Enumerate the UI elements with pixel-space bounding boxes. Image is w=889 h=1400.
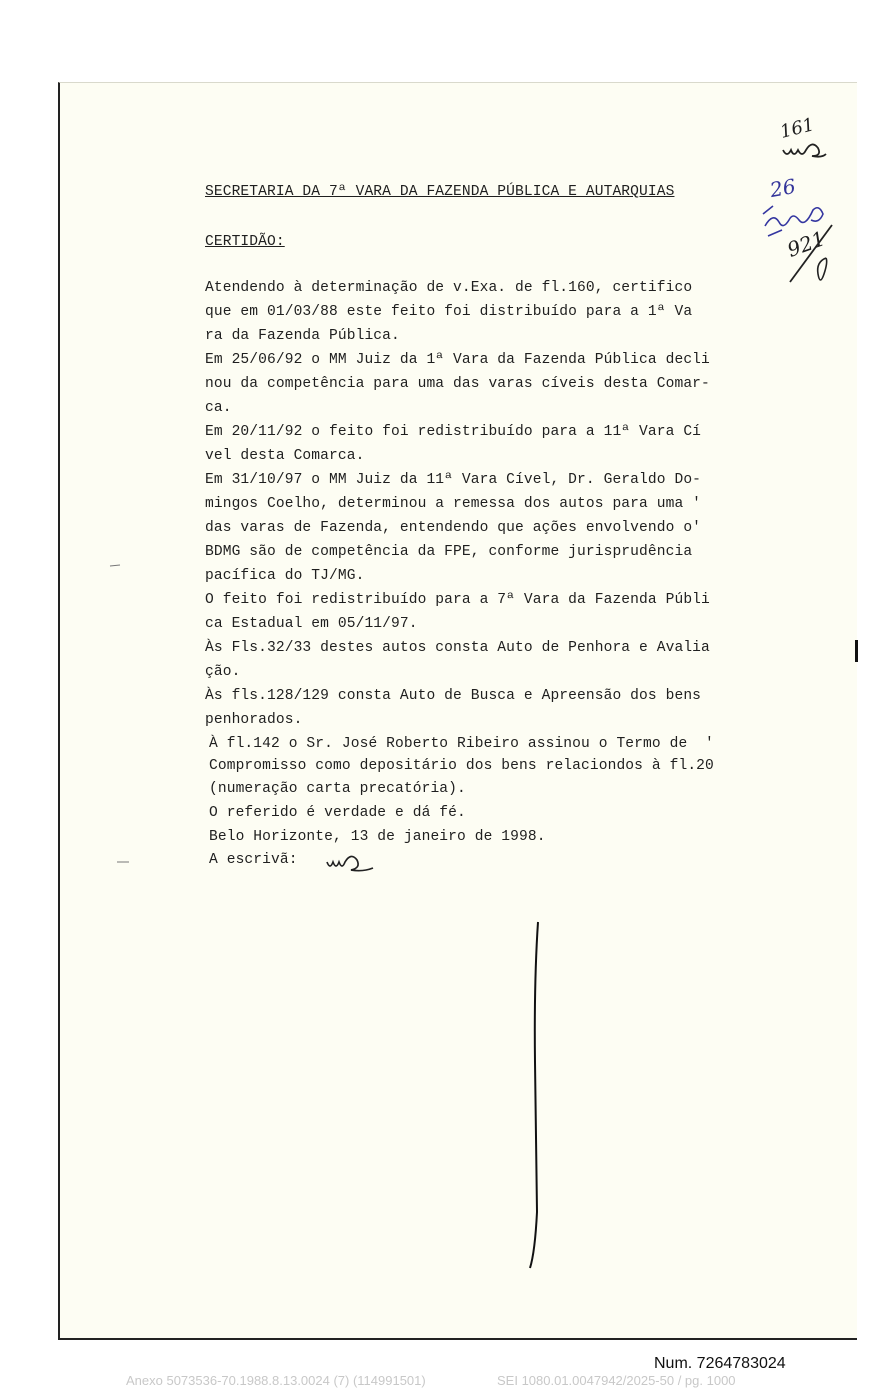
certidao-line: pacífica do TJ/MG. [205,568,365,584]
margin-speck [110,565,120,566]
margin-note-161: 161 [777,114,817,143]
note-zero [818,258,827,280]
certidao-line: vel desta Comarca. [205,448,365,464]
certidao-line: mingos Coelho, determinou a remessa dos autos para uma ' [205,496,702,512]
certidao-heading: CERTIDÃO: [205,234,285,250]
certidao-line: que em 01/03/88 este feito foi distribuído para a 1ª Va [205,304,693,320]
escriva-signature [327,856,373,870]
certidao-line: Às fls.128/129 consta Auto de Busca e Apreensão dos bens [205,688,702,704]
certidao-line: A escrivã: [209,852,298,868]
note-slash [790,225,832,282]
certidao-line: Compromisso como depositário dos bens relaciondos à fl.20 [209,758,714,774]
sei-reference: SEI 1080.01.0047942/2025-50 / pg. 1000 [497,1373,736,1388]
initials-signature-top [783,144,826,156]
document-title: SECRETARIA DA 7ª VARA DA FAZENDA PÚBLICA E AUTARQUIAS [205,184,675,200]
certidao-line: penhorados. [205,712,303,728]
certidao-line: ca. [205,400,232,416]
certidao-line: O feito foi redistribuído para a 7ª Vara da Fazenda Públi [205,592,710,608]
certidao-line: (numeração carta precatória). [209,781,466,797]
margin-note-26: 26 [768,173,798,203]
document-number: Num. 7264783024 [654,1355,786,1372]
certidao-line: Em 20/11/92 o feito foi redistribuído para a 11ª Vara Cí [205,424,702,440]
margin-note-921: 921 [784,226,829,262]
certidao-line: das varas de Fazenda, entendendo que ações envolvendo o' [205,520,702,536]
certidao-line: À fl.142 o Sr. José Roberto Ribeiro assinou o Termo de ' [209,736,714,752]
certidao-line: Às Fls.32/33 destes autos consta Auto de Penhora e Avalia [205,640,710,656]
certidao-line: Em 25/06/92 o MM Juiz da 1ª Vara da Fazenda Pública decli [205,352,710,368]
certidao-line: ção. [205,664,241,680]
certidao-line: BDMG são de competência da FPE, conforme jurisprudência [205,544,693,560]
certidao-line: O referido é verdade e dá fé. [209,805,466,821]
certidao-line: ca Estadual em 05/11/97. [205,616,418,632]
annex-reference: Anexo 5073536-70.1988.8.13.0024 (7) (114991501) [126,1373,426,1388]
vertical-pen-stroke [530,922,538,1268]
certidao-line: Belo Horizonte, 13 de janeiro de 1998. [209,829,546,845]
certidao-line: ra da Fazenda Pública. [205,328,400,344]
certidao-line: nou da competência para uma das varas cíveis desta Comar- [205,376,710,392]
certidao-line: Em 31/10/97 o MM Juiz da 11ª Vara Cível, Dr. Geraldo Do- [205,472,702,488]
blue-rubric [763,206,823,236]
certidao-line: Atendendo à determinação de v.Exa. de fl.160, certifico [205,280,693,296]
